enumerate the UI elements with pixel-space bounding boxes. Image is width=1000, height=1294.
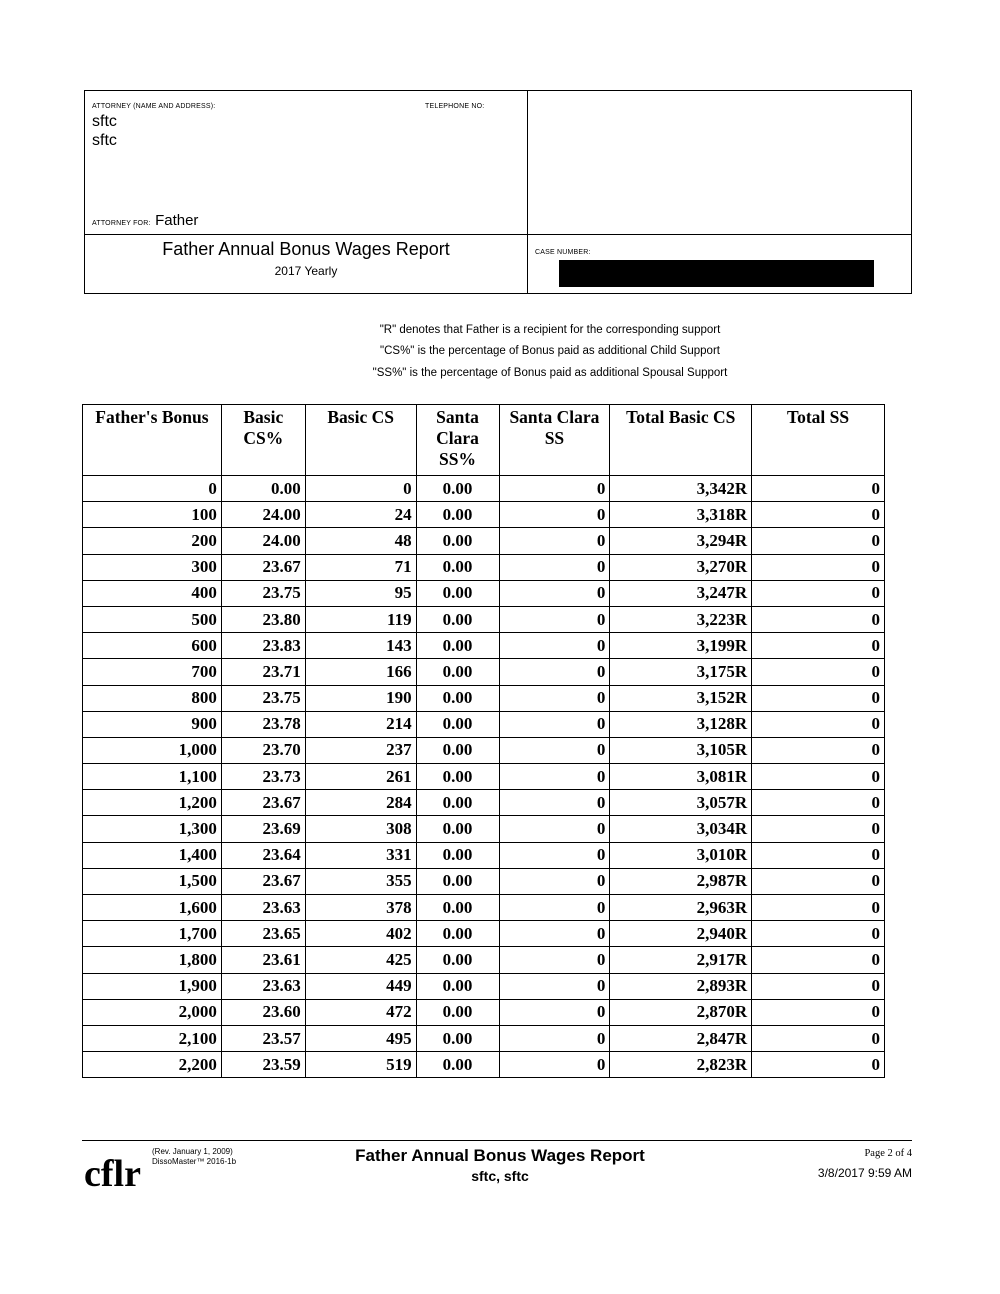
cell-basic-cs-pct: 24.00 xyxy=(221,528,305,554)
cell-santa-clara-ss: 0 xyxy=(499,842,610,868)
cell-total-ss: 0 xyxy=(752,764,885,790)
cell-santa-clara-ss: 0 xyxy=(499,737,610,763)
cell-fathers-bonus: 700 xyxy=(83,659,222,685)
cell-basic-cs: 308 xyxy=(305,816,416,842)
cell-total-basic-cs: 2,917R xyxy=(610,947,752,973)
cell-fathers-bonus: 200 xyxy=(83,528,222,554)
case-number-section xyxy=(528,234,911,293)
table-row xyxy=(83,842,885,868)
revision-info xyxy=(152,1147,236,1167)
cell-basic-cs: 48 xyxy=(305,528,416,554)
legend-notes xyxy=(300,320,800,384)
revision-date: (Rev. January 1, 2009) xyxy=(152,1147,233,1156)
cell-total-ss: 0 xyxy=(752,633,885,659)
cell-basic-cs-pct: 23.63 xyxy=(221,895,305,921)
cell-santa-clara-ss: 0 xyxy=(499,502,610,528)
cell-total-ss: 0 xyxy=(752,816,885,842)
table-row xyxy=(83,606,885,632)
report-title-section xyxy=(85,234,528,293)
cell-total-basic-cs: 3,152R xyxy=(610,685,752,711)
cell-total-basic-cs: 3,294R xyxy=(610,528,752,554)
header-basic-cs-pct: Basic CS% xyxy=(221,405,305,476)
cell-santa-clara-ss-pct: 0.00 xyxy=(416,685,499,711)
cell-total-basic-cs: 3,105R xyxy=(610,737,752,763)
cell-fathers-bonus: 1,600 xyxy=(83,895,222,921)
cell-santa-clara-ss: 0 xyxy=(499,999,610,1025)
table-row xyxy=(83,947,885,973)
table-row xyxy=(83,790,885,816)
cell-basic-cs-pct: 23.73 xyxy=(221,764,305,790)
cell-total-basic-cs: 3,247R xyxy=(610,580,752,606)
cell-total-ss: 0 xyxy=(752,921,885,947)
cell-basic-cs: 143 xyxy=(305,633,416,659)
cell-santa-clara-ss-pct: 0.00 xyxy=(416,973,499,999)
cell-total-basic-cs: 3,034R xyxy=(610,816,752,842)
cell-total-ss: 0 xyxy=(752,528,885,554)
cell-total-ss: 0 xyxy=(752,790,885,816)
cell-total-basic-cs: 2,987R xyxy=(610,868,752,894)
footer-subtitle: sftc, sftc xyxy=(471,1168,529,1184)
cell-fathers-bonus: 800 xyxy=(83,685,222,711)
cell-basic-cs-pct: 23.71 xyxy=(221,659,305,685)
header-santa-clara-ss-pct: Santa Clara SS% xyxy=(416,405,499,476)
cell-santa-clara-ss-pct: 0.00 xyxy=(416,764,499,790)
cell-basic-cs-pct: 23.78 xyxy=(221,711,305,737)
cell-santa-clara-ss-pct: 0.00 xyxy=(416,947,499,973)
cell-basic-cs-pct: 23.70 xyxy=(221,737,305,763)
note-r: "R" denotes that Father is a recipient for the corresponding support xyxy=(379,324,721,336)
cell-santa-clara-ss-pct: 0.00 xyxy=(416,921,499,947)
cell-basic-cs: 519 xyxy=(305,1052,416,1078)
cell-santa-clara-ss: 0 xyxy=(499,973,610,999)
cell-fathers-bonus: 2,100 xyxy=(83,1025,222,1051)
cell-total-ss: 0 xyxy=(752,737,885,763)
table-row xyxy=(83,1052,885,1078)
cell-fathers-bonus: 600 xyxy=(83,633,222,659)
cell-total-ss: 0 xyxy=(752,842,885,868)
table-row xyxy=(83,1025,885,1051)
attorney-name-line-1: sftc xyxy=(92,113,117,130)
cell-basic-cs-pct: 23.67 xyxy=(221,554,305,580)
cell-fathers-bonus: 1,500 xyxy=(83,868,222,894)
cell-basic-cs: 95 xyxy=(305,580,416,606)
cell-santa-clara-ss-pct: 0.00 xyxy=(416,476,499,502)
cell-santa-clara-ss: 0 xyxy=(499,476,610,502)
cell-total-basic-cs: 2,847R xyxy=(610,1025,752,1051)
cell-santa-clara-ss: 0 xyxy=(499,895,610,921)
cell-basic-cs: 166 xyxy=(305,659,416,685)
table-header-row xyxy=(83,405,885,476)
cell-basic-cs: 237 xyxy=(305,737,416,763)
cell-santa-clara-ss-pct: 0.00 xyxy=(416,790,499,816)
cell-total-basic-cs: 3,010R xyxy=(610,842,752,868)
cell-santa-clara-ss: 0 xyxy=(499,554,610,580)
header-santa-clara-ss: Santa Clara SS xyxy=(499,405,610,476)
cell-basic-cs: 355 xyxy=(305,868,416,894)
table-row xyxy=(83,502,885,528)
cflr-logo xyxy=(84,1150,144,1192)
table-row xyxy=(83,476,885,502)
cell-fathers-bonus: 0 xyxy=(83,476,222,502)
cell-fathers-bonus: 1,200 xyxy=(83,790,222,816)
cell-fathers-bonus: 900 xyxy=(83,711,222,737)
cell-santa-clara-ss: 0 xyxy=(499,1052,610,1078)
cell-basic-cs-pct: 23.83 xyxy=(221,633,305,659)
cell-total-basic-cs: 3,199R xyxy=(610,633,752,659)
cell-santa-clara-ss: 0 xyxy=(499,921,610,947)
logo-text: cflr xyxy=(84,1153,141,1192)
cell-basic-cs-pct: 23.67 xyxy=(221,868,305,894)
cell-santa-clara-ss-pct: 0.00 xyxy=(416,999,499,1025)
cell-santa-clara-ss-pct: 0.00 xyxy=(416,528,499,554)
table-row xyxy=(83,528,885,554)
caption-box xyxy=(84,90,912,294)
cell-total-ss: 0 xyxy=(752,999,885,1025)
cell-basic-cs-pct: 23.65 xyxy=(221,921,305,947)
note-ss: "SS%" is the percentage of Bonus paid as additional Spousal Support xyxy=(372,366,728,379)
table-row xyxy=(83,973,885,999)
cell-basic-cs-pct: 23.69 xyxy=(221,816,305,842)
cell-basic-cs: 0 xyxy=(305,476,416,502)
cell-santa-clara-ss: 0 xyxy=(499,790,610,816)
cell-santa-clara-ss-pct: 0.00 xyxy=(416,554,499,580)
cell-total-basic-cs: 3,270R xyxy=(610,554,752,580)
cell-basic-cs-pct: 0.00 xyxy=(221,476,305,502)
cell-total-ss: 0 xyxy=(752,580,885,606)
table-row xyxy=(83,633,885,659)
cell-basic-cs-pct: 23.64 xyxy=(221,842,305,868)
cell-santa-clara-ss: 0 xyxy=(499,947,610,973)
cell-total-basic-cs: 3,057R xyxy=(610,790,752,816)
cell-basic-cs: 449 xyxy=(305,973,416,999)
cell-santa-clara-ss-pct: 0.00 xyxy=(416,895,499,921)
cell-santa-clara-ss-pct: 0.00 xyxy=(416,737,499,763)
cell-fathers-bonus: 2,200 xyxy=(83,1052,222,1078)
case-number-redaction xyxy=(559,260,874,287)
attorney-section xyxy=(85,91,528,234)
cell-basic-cs: 190 xyxy=(305,685,416,711)
cell-fathers-bonus: 2,000 xyxy=(83,999,222,1025)
cell-total-ss: 0 xyxy=(752,659,885,685)
table-row xyxy=(83,921,885,947)
attorney-for-label: ATTORNEY FOR: xyxy=(92,220,151,227)
footer-divider xyxy=(82,1140,912,1141)
cell-basic-cs: 284 xyxy=(305,790,416,816)
attorney-for-value: Father xyxy=(155,212,199,229)
attorney-label: ATTORNEY (NAME AND ADDRESS): xyxy=(92,103,216,110)
cell-santa-clara-ss-pct: 0.00 xyxy=(416,711,499,737)
cell-basic-cs-pct: 23.60 xyxy=(221,999,305,1025)
cell-total-ss: 0 xyxy=(752,947,885,973)
cell-fathers-bonus: 1,300 xyxy=(83,816,222,842)
cell-total-basic-cs: 3,342R xyxy=(610,476,752,502)
cell-fathers-bonus: 100 xyxy=(83,502,222,528)
cell-santa-clara-ss: 0 xyxy=(499,633,610,659)
header-fathers-bonus: Father's Bonus xyxy=(83,405,222,476)
cell-basic-cs-pct: 23.61 xyxy=(221,947,305,973)
cell-total-basic-cs: 2,940R xyxy=(610,921,752,947)
cell-santa-clara-ss: 0 xyxy=(499,764,610,790)
cell-santa-clara-ss: 0 xyxy=(499,580,610,606)
cell-santa-clara-ss-pct: 0.00 xyxy=(416,842,499,868)
cell-basic-cs-pct: 23.80 xyxy=(221,606,305,632)
cell-santa-clara-ss-pct: 0.00 xyxy=(416,633,499,659)
attorney-name-line-2: sftc xyxy=(92,132,117,149)
cell-total-ss: 0 xyxy=(752,711,885,737)
cell-basic-cs: 71 xyxy=(305,554,416,580)
cell-total-basic-cs: 3,128R xyxy=(610,711,752,737)
report-subtitle: 2017 Yearly xyxy=(274,264,338,278)
table-row xyxy=(83,685,885,711)
cell-fathers-bonus: 1,900 xyxy=(83,973,222,999)
cell-basic-cs: 331 xyxy=(305,842,416,868)
report-title: Father Annual Bonus Wages Report xyxy=(162,239,450,259)
cell-total-basic-cs: 3,318R xyxy=(610,502,752,528)
table-row xyxy=(83,895,885,921)
cell-santa-clara-ss-pct: 0.00 xyxy=(416,1025,499,1051)
cell-total-basic-cs: 2,963R xyxy=(610,895,752,921)
cell-santa-clara-ss-pct: 0.00 xyxy=(416,1052,499,1078)
cell-santa-clara-ss-pct: 0.00 xyxy=(416,502,499,528)
telephone-label: TELEPHONE NO: xyxy=(425,103,485,110)
table-row xyxy=(83,554,885,580)
cell-basic-cs: 214 xyxy=(305,711,416,737)
cell-santa-clara-ss: 0 xyxy=(499,606,610,632)
cell-total-basic-cs: 2,823R xyxy=(610,1052,752,1078)
table-row xyxy=(83,659,885,685)
cell-basic-cs: 24 xyxy=(305,502,416,528)
cell-total-ss: 0 xyxy=(752,895,885,921)
cell-total-ss: 0 xyxy=(752,606,885,632)
cell-fathers-bonus: 1,800 xyxy=(83,947,222,973)
cell-total-ss: 0 xyxy=(752,554,885,580)
cell-basic-cs-pct: 23.59 xyxy=(221,1052,305,1078)
cell-total-ss: 0 xyxy=(752,476,885,502)
cell-basic-cs-pct: 23.75 xyxy=(221,685,305,711)
cell-total-ss: 0 xyxy=(752,685,885,711)
cell-basic-cs: 402 xyxy=(305,921,416,947)
cell-basic-cs-pct: 24.00 xyxy=(221,502,305,528)
cell-fathers-bonus: 1,000 xyxy=(83,737,222,763)
cell-total-basic-cs: 2,870R xyxy=(610,999,752,1025)
court-info-area xyxy=(528,91,911,234)
cell-basic-cs-pct: 23.63 xyxy=(221,973,305,999)
note-cs: "CS%" is the percentage of Bonus paid as additional Child Support xyxy=(380,345,720,358)
cell-total-basic-cs: 3,081R xyxy=(610,764,752,790)
table-row xyxy=(83,764,885,790)
table-row xyxy=(83,999,885,1025)
cell-basic-cs: 495 xyxy=(305,1025,416,1051)
cell-santa-clara-ss-pct: 0.00 xyxy=(416,580,499,606)
cell-basic-cs: 425 xyxy=(305,947,416,973)
cell-santa-clara-ss-pct: 0.00 xyxy=(416,816,499,842)
cell-basic-cs-pct: 23.75 xyxy=(221,580,305,606)
table-body xyxy=(83,476,885,1078)
cell-fathers-bonus: 1,700 xyxy=(83,921,222,947)
cell-fathers-bonus: 500 xyxy=(83,606,222,632)
cell-santa-clara-ss: 0 xyxy=(499,685,610,711)
footer-title: Father Annual Bonus Wages Report xyxy=(355,1146,645,1165)
header-basic-cs: Basic CS xyxy=(305,405,416,476)
cell-fathers-bonus: 400 xyxy=(83,580,222,606)
header-total-basic-cs: Total Basic CS xyxy=(610,405,752,476)
header-total-ss: Total SS xyxy=(752,405,885,476)
cell-basic-cs: 119 xyxy=(305,606,416,632)
case-number-label: CASE NUMBER: xyxy=(535,249,591,256)
cell-santa-clara-ss: 0 xyxy=(499,1025,610,1051)
cell-total-ss: 0 xyxy=(752,1052,885,1078)
cell-santa-clara-ss: 0 xyxy=(499,816,610,842)
cell-santa-clara-ss: 0 xyxy=(499,528,610,554)
cell-basic-cs-pct: 23.57 xyxy=(221,1025,305,1051)
table-row xyxy=(83,580,885,606)
cell-total-ss: 0 xyxy=(752,502,885,528)
table-row xyxy=(83,816,885,842)
cell-basic-cs: 472 xyxy=(305,999,416,1025)
cell-santa-clara-ss-pct: 0.00 xyxy=(416,606,499,632)
cell-total-basic-cs: 2,893R xyxy=(610,973,752,999)
cell-basic-cs: 378 xyxy=(305,895,416,921)
bonus-table xyxy=(82,404,885,1078)
cell-total-ss: 0 xyxy=(752,973,885,999)
cell-basic-cs-pct: 23.67 xyxy=(221,790,305,816)
cell-santa-clara-ss-pct: 0.00 xyxy=(416,659,499,685)
table-row xyxy=(83,868,885,894)
cell-basic-cs: 261 xyxy=(305,764,416,790)
table-row xyxy=(83,711,885,737)
table-row xyxy=(83,737,885,763)
cell-total-basic-cs: 3,223R xyxy=(610,606,752,632)
cell-fathers-bonus: 300 xyxy=(83,554,222,580)
print-timestamp: 3/8/2017 9:59 AM xyxy=(817,1166,912,1180)
page-number: Page 2 of 4 xyxy=(864,1148,912,1159)
cell-santa-clara-ss-pct: 0.00 xyxy=(416,868,499,894)
cell-santa-clara-ss: 0 xyxy=(499,868,610,894)
cell-santa-clara-ss: 0 xyxy=(499,659,610,685)
cell-fathers-bonus: 1,400 xyxy=(83,842,222,868)
cell-fathers-bonus: 1,100 xyxy=(83,764,222,790)
software-version: DissoMaster™ 2016-1b xyxy=(152,1157,237,1166)
cell-santa-clara-ss: 0 xyxy=(499,711,610,737)
cell-total-ss: 0 xyxy=(752,1025,885,1051)
cell-total-basic-cs: 3,175R xyxy=(610,659,752,685)
cell-total-ss: 0 xyxy=(752,868,885,894)
attorney-for xyxy=(92,212,198,230)
